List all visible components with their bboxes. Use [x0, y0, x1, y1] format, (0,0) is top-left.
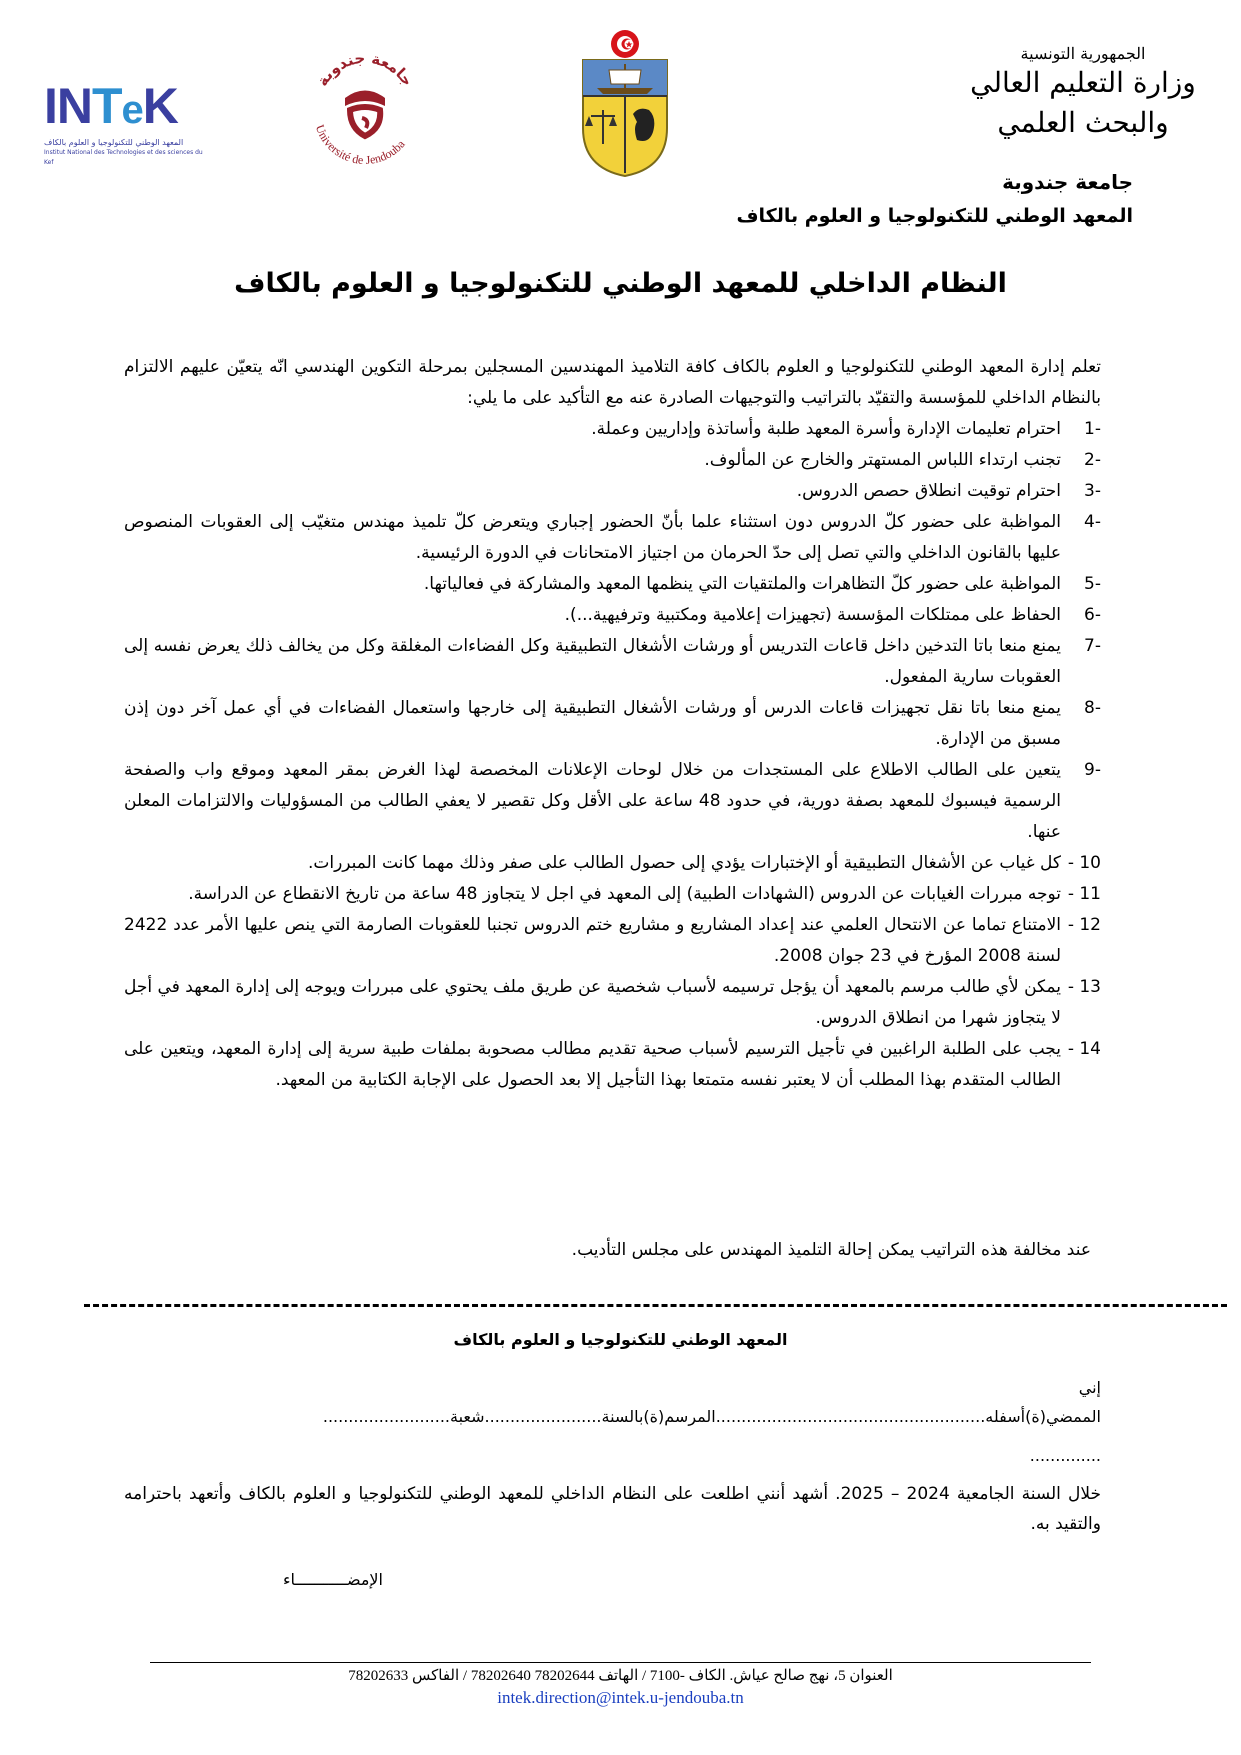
rule-number: -8: [1084, 698, 1101, 718]
rule-number: -7: [1084, 636, 1101, 656]
rule-item: [124, 848, 1101, 879]
intek-logo-t: T: [92, 78, 122, 134]
closing-note: عند مخالفة هذه التراتيب يمكن إحالة التلميذ المهندس على مجلس التأديب.: [571, 1240, 1091, 1260]
rule-item: [124, 879, 1101, 910]
slip-inni: إني: [1078, 1378, 1101, 1397]
intek-logo-french: Institut National des Technologies et des sciences du Kef: [44, 149, 203, 166]
republic-name: الجمهورية التونسية: [1020, 44, 1146, 63]
rule-text: المواظبة على حضور كلّ التظاهرات والملتقيات التي ينظمها المعهد والمشاركة في فعالياتها.: [423, 574, 1061, 594]
rule-text: المواظبة على حضور كلّ الدروس دون استثناء علما بأنّ الحضور إجباري ويتعرض كلّ تلميذ مهندس متغيّب إلى العقوبات المنصوص عليها بالقانون الداخلي والتي تصل إلى حدّ الحرمان من اجتياز الامتحانات في الدورة الرئيسية.: [124, 512, 1061, 563]
rule-text: الحفاظ على ممتلكات المؤسسة (تجهيزات إعلامية ومكتبية وترفيهية...).: [564, 605, 1061, 625]
rule-number: -1: [1084, 419, 1101, 439]
jendouba-logo-arabic: جامعة جندوبة: [313, 48, 417, 90]
rule-item: [124, 631, 1101, 693]
rule-number: 14 -: [1067, 1039, 1101, 1059]
footer-rule: [150, 1662, 1091, 1663]
ministry-name-line2: والبحث العلمي: [997, 106, 1169, 139]
rule-item: [124, 755, 1101, 848]
ministry-header: [953, 44, 1213, 143]
footer-address: العنوان 5، نهج صالح عياش. الكاف -7100 / الهاتف 78202644 78202640 / الفاكس 78202633: [348, 1668, 893, 1684]
rule-text: كل غياب عن الأشغال التطبيقية أو الإختبارات يؤدي إلى حصول الطالب على صفر وذلك مهما كانت المبررات.: [307, 853, 1061, 873]
cut-line: [84, 1304, 1227, 1307]
rule-number: 12 -: [1067, 915, 1101, 935]
jendouba-university-logo: [300, 48, 430, 168]
tunisia-emblem: [575, 28, 675, 178]
slip-title: المعهد الوطني للتكنولوجيا و العلوم بالكاف: [453, 1330, 788, 1349]
rule-number: -3: [1084, 481, 1101, 501]
rule-item: [124, 693, 1101, 755]
rule-number: 11 -: [1067, 884, 1101, 904]
slip-pledge-text: خلال السنة الجامعية 2024 – 2025. أشهد أنني اطلعت على النظام الداخلي للمعهد الوطني للتكنولوجيا و العلوم بالكاف وأتعهد باحترامه والتقيد به.: [124, 1484, 1101, 1534]
rule-item: [124, 414, 1101, 445]
institute-name: المعهد الوطني للتكنولوجيا و العلوم بالكاف: [736, 205, 1133, 227]
rule-number: 10 -: [1067, 853, 1101, 873]
rule-text: يمنع منعا باتا نقل تجهيزات قاعات الدرس أو ورشات الأشغال التطبيقية إلى خارجها واستعمال الفضاءات في أي عمل آخر دون إذن مسبق من الإدارة.: [124, 698, 1061, 749]
rule-text: توجه مبررات الغيابات عن الدروس (الشهادات الطبية) إلى المعهد في اجل لا يتجاوز 48 ساعة من تاريخ الانقطاع عن الدراسة.: [188, 884, 1061, 904]
document-title: النظام الداخلي للمعهد الوطني للتكنولوجيا و العلوم بالكاف: [234, 268, 1007, 299]
rule-item: [124, 972, 1101, 1034]
slip-fill-line[interactable]: الممضي(ة)أسفله.....................................................المرسم(ة)بالسنة.......................شعبة.........................: [322, 1407, 1101, 1426]
tunisia-coat-of-arms-icon: [575, 28, 675, 178]
rule-text: احترام توقيت انطلاق حصص الدروس.: [796, 481, 1061, 501]
signature-label: الإمضـــــــــــاء: [283, 1570, 383, 1589]
ministry-name-line1: وزارة التعليم العالي: [970, 66, 1196, 99]
rules-list: [124, 414, 1101, 1096]
rule-item: [124, 1034, 1101, 1096]
rule-number: -5: [1084, 574, 1101, 594]
intek-logo-in: IN: [44, 78, 92, 134]
rule-item: [124, 476, 1101, 507]
rule-number: -4: [1084, 512, 1101, 532]
intek-logo-arabic: المعهد الوطني للتكنولوجيا و العلوم بالكاف: [44, 138, 184, 147]
rule-text: تجنب ارتداء اللباس المستهتر والخارج عن المألوف.: [704, 450, 1061, 470]
intek-logo-e: e: [121, 88, 143, 132]
jendouba-logo-icon: [300, 48, 430, 168]
rule-number: 13 -: [1067, 977, 1101, 997]
intek-logo: [44, 78, 214, 166]
rule-number: -9: [1084, 760, 1101, 780]
intro-paragraph: تعلم إدارة المعهد الوطني للتكنولوجيا و العلوم بالكاف كافة التلاميذ المهندسين المسجلين بمرحلة التكوين الهندسي انّه يتعيّن عليهم الالتزام بالنظام الداخلي للمؤسسة والتقيّد بالتراتيب والتوجيهات الصادرة عنه مع التأكيد على ما يلي:: [124, 357, 1101, 408]
rule-number: -2: [1084, 450, 1101, 470]
rule-text: يتعين على الطالب الاطلاع على المستجدات من خلال لوحات الإعلانات المخصصة لهذا الغرض بمقر المعهد وموقع واب والصفحة الرسمية فيسبوك للمعهد بصفة دورية، في حدود 48 ساعة على الأقل وكل تقصير لا يعفي الطالب من المسؤوليات والالتزامات المعلن عنها.: [124, 760, 1061, 842]
rule-number: -6: [1084, 605, 1101, 625]
rule-text: يمكن لأي طالب مرسم بالمعهد أن يؤجل ترسيمه لأسباب شخصية عن طريق ملف يحتوي على مبررات ويوجه إلى إدارة المعهد في أجل لا يتجاوز شهرا من انطلاق الدروس.: [124, 977, 1061, 1028]
intek-logo-k: K: [142, 78, 178, 134]
footer-email-link[interactable]: intek.direction@intek.u-jendouba.tn: [497, 1688, 744, 1707]
rule-text: يجب على الطلبة الراغبين في تأجيل الترسيم لأسباب صحية تقديم مطالب مصحوبة بملفات طبية سرية إلى إدارة المعهد، ويتعين على الطالب المتقدم بهذا المطلب أن لا يعتبر نفسه متمتعا بهذا التأجيل إلا بعد الحصول على الإجابة الكتابية من المعهد.: [124, 1039, 1061, 1090]
rule-item: [124, 507, 1101, 569]
jendouba-logo-french: Université de Jendouba: [312, 122, 408, 168]
rule-item: [124, 445, 1101, 476]
university-name: جامعة جندوبة: [1002, 170, 1133, 194]
slip-dots[interactable]: ..............: [1029, 1446, 1101, 1465]
rule-text: يمنع منعا باتا التدخين داخل قاعات التدريس أو ورشات الأشغال التطبيقية وكل الفضاءات المغلقة وكل من يخالف ذلك يعرض نفسه إلى العقوبات سارية المفعول.: [124, 636, 1061, 687]
rule-text: الامتناع تماما عن الانتحال العلمي عند إعداد المشاريع و مشاريع ختم الدروس تجنبا للعقوبات الصارمة التي ينص عليها الأمر عدد 2422 لسنة 2008 المؤرخ في 23 جوان 2008.: [124, 915, 1061, 966]
rule-item: [124, 600, 1101, 631]
rule-text: احترام تعليمات الإدارة وأسرة المعهد طلبة وأساتذة وإداريين وعملة.: [591, 419, 1061, 439]
svg-text:جامعة جندوبة: [313, 49, 417, 90]
rule-item: [124, 569, 1101, 600]
rule-item: [124, 910, 1101, 972]
